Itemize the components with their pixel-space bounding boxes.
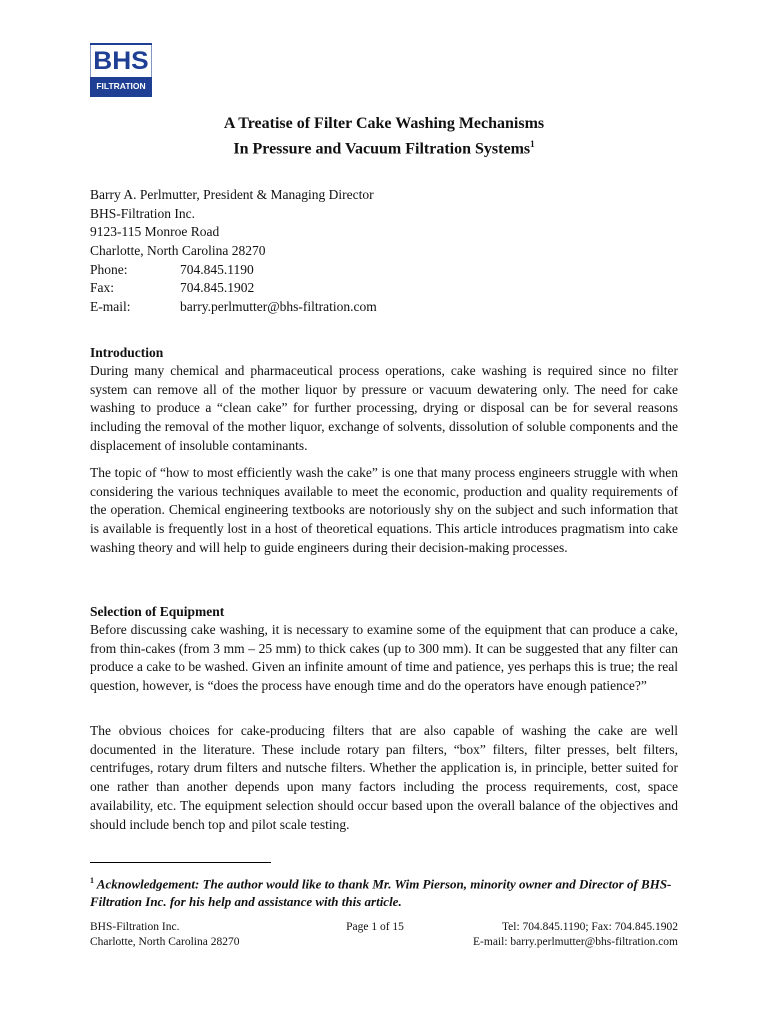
phone-row bbox=[90, 261, 678, 280]
footer-tel-fax: Tel: 704.845.1190; Fax: 704.845.1902 bbox=[501, 921, 678, 933]
document-title-line1: A Treatise of Filter Cake Washing Mechanisms bbox=[223, 115, 545, 132]
footnote-text: Acknowledgement: The author would like to thank Mr. Wim Pierson, minority owner and Director of BHS-Filtration Inc. for his help and assistance with this article. bbox=[90, 876, 672, 910]
email-value: barry.perlmutter@bhs-filtration.com bbox=[180, 299, 377, 315]
fax-value: 704.845.1902 bbox=[180, 280, 255, 296]
footer-city: Charlotte, North Carolina 28270 bbox=[90, 936, 240, 948]
author-company: BHS-Filtration Inc. bbox=[90, 205, 195, 221]
email-label: E-mail: bbox=[90, 299, 131, 315]
footnote-mark: 1 bbox=[90, 876, 94, 885]
footnote-separator bbox=[90, 862, 271, 863]
fax-label: Fax: bbox=[90, 280, 115, 296]
selection-paragraph-1: Before discussing cake washing, it is necessary to examine some of the equipment that can produce a cake, from thin-cakes (from 3 mm – 25 mm) to thick cakes (up to 300 mm). It can be suggested that any filter can produce a cake to be washed. Given an infinite amount of time and patience, yes perhaps this is true; the real question, however, is “does the process have enough time and do the operators have enough patience?” bbox=[90, 622, 678, 694]
selection-paragraph-2: The obvious choices for cake-producing filters that are also capable of washing the cake are well documented in the literature. These include rotary pan filters, “box” filters, filter presses, belt filters, centrifuges, rotary drum filters and nutsche filters. Whether the application is, in principle, better suited for one rather than another depends upon many factors including the process requirements, cost, space availability, etc. The equipment selection should occur based upon the overall balance of the objectives and should include bench top and pilot scale testing. bbox=[90, 723, 678, 832]
footer-email: E-mail: barry.perlmutter@bhs-filtration.com bbox=[473, 936, 678, 948]
footer-right bbox=[473, 920, 678, 950]
phone-value: 704.845.1190 bbox=[180, 261, 254, 277]
author-street: 9123-115 Monroe Road bbox=[90, 224, 220, 240]
footer-page-number: Page 1 of 15 bbox=[346, 921, 404, 933]
phone-label: Phone: bbox=[90, 261, 128, 277]
bhs-filtration-logo bbox=[90, 43, 152, 97]
introduction-heading: Introduction bbox=[90, 345, 164, 360]
document-title-line2: In Pressure and Vacuum Filtration Systems$^1$ bbox=[233, 139, 535, 158]
fax-row bbox=[90, 279, 678, 298]
acknowledgement-footnote bbox=[90, 872, 684, 911]
footer-left bbox=[90, 920, 239, 950]
email-row bbox=[90, 298, 678, 317]
logo-tagline: FILTRATION bbox=[92, 77, 150, 95]
footer-company: BHS-Filtration Inc. bbox=[90, 921, 180, 933]
author-city: Charlotte, North Carolina 28270 bbox=[90, 243, 266, 259]
introduction-paragraph-2: The topic of “how to most efficiently wash the cake” is one that many process engineers struggle with when considering the various techniques available to meet the economic, production and quality requirements of the operation. Chemical engineering textbooks are notoriously shy on the subject and such information that is available is frequently lost in a host of theoretical equations. This article introduces pragmatism into cake washing theory and will help to guide engineers during their decision-making processes. bbox=[90, 465, 678, 555]
author-contact-block bbox=[90, 186, 678, 317]
title-footnote-mark: 1 bbox=[530, 139, 535, 149]
author-name: Barry A. Perlmutter, President & Managing Director bbox=[90, 187, 374, 202]
introduction-paragraph-1: During many chemical and pharmaceutical process operations, cake washing is required since no filter system can remove all of the mother liquor by pressure or vacuum dewatering only. The need for cake washing to produce a “clean cake” for further processing, drying or disposal can be for several reasons including the removal of the mother liquor, exchange of solvents, dissolution of soluble components and the displacement of insoluble contaminants. bbox=[90, 363, 678, 453]
selection-heading: Selection of Equipment bbox=[90, 604, 225, 619]
logo-wordmark: BHS bbox=[91, 45, 152, 77]
